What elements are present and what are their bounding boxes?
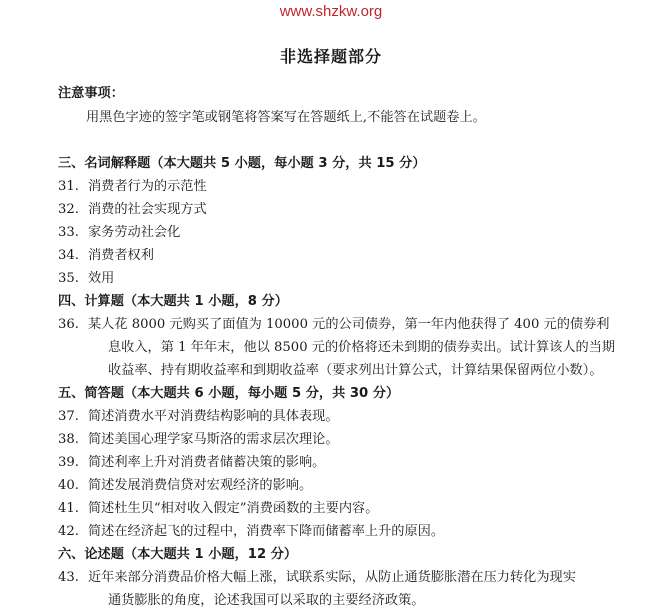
question-text: 家务劳动社会化	[88, 225, 181, 240]
question-number: 33.	[58, 225, 79, 240]
question-43	[58, 566, 576, 585]
question-33	[58, 221, 180, 240]
question-text: 消费者权利	[88, 248, 154, 263]
page-title: 非选择题部分	[279, 47, 382, 66]
question-text: 简述利率上升对消费者储蓄决策的影响。	[88, 455, 326, 470]
notice-text: 用黑色字迹的签字笔或钢笔将答案写在答题纸上,不能答在试题卷上。	[86, 110, 486, 125]
question-text: 近年来部分消费品价格大幅上涨，试联系实际，从防止通货膨胀潜在压力转化为现实	[88, 570, 576, 585]
question-32	[58, 198, 207, 217]
question-43-line-2: 通货膨胀的角度，论述我国可以采取的主要经济政策。	[108, 593, 425, 608]
question-number: 31.	[58, 179, 79, 194]
question-number: 34.	[58, 248, 79, 263]
question-40	[58, 474, 312, 493]
section-heading-5: 五、简答题（本大题共 6 小题，每小题 5 分，共 30 分）	[58, 386, 400, 401]
section-heading-4: 四、计算题（本大题共 1 小题，8 分）	[58, 294, 288, 309]
question-number: 37.	[58, 409, 79, 424]
question-39	[58, 451, 325, 470]
question-text: 效用	[88, 271, 115, 286]
question-text: 简述消费水平对消费结构影响的具体表现。	[88, 409, 339, 424]
question-number: 32.	[58, 202, 79, 217]
question-31	[58, 175, 207, 194]
question-text: 简述杜生贝“相对收入假定”消费函数的主要内容。	[88, 501, 379, 516]
question-text: 简述美国心理学家马斯洛的需求层次理论。	[88, 432, 339, 447]
question-number: 36.	[58, 317, 79, 332]
site-url: www.shzkw.org	[279, 3, 383, 20]
notice-heading: 注意事项：	[58, 86, 124, 101]
question-text: 消费者行为的示范性	[88, 179, 207, 194]
question-number: 39.	[58, 455, 79, 470]
question-42	[58, 520, 444, 539]
question-41	[58, 497, 378, 516]
question-text: 简述发展消费信贷对宏观经济的影响。	[88, 478, 313, 493]
question-37	[58, 405, 339, 424]
question-text: 某人花 8000 元购买了面值为 10000 元的公司债券，第一年内他获得了 400 元的债券利	[88, 317, 610, 332]
question-text: 消费的社会实现方式	[88, 202, 207, 217]
question-number: 35.	[58, 271, 79, 286]
question-text: 简述在经济起飞的过程中，消费率下降而储蓄率上升的原因。	[88, 524, 445, 539]
question-number: 38.	[58, 432, 79, 447]
question-36	[58, 313, 609, 332]
section-heading-3: 三、名词解释题（本大题共 5 小题，每小题 3 分，共 15 分）	[58, 156, 426, 171]
question-number: 41.	[58, 501, 79, 516]
section-heading-6: 六、论述题（本大题共 1 小题，12 分）	[58, 547, 298, 562]
question-number: 43.	[58, 570, 79, 585]
question-38	[58, 428, 339, 447]
question-number: 42.	[58, 524, 79, 539]
question-34	[58, 244, 154, 263]
question-35	[58, 267, 114, 286]
question-36-line-2: 息收入，第 1 年年末，他以 8500 元的价格将还未到期的债券卖出。试计算该人的当期	[108, 340, 616, 355]
question-36-line-3: 收益率、持有期收益率和到期收益率（要求列出计算公式，计算结果保留两位小数）。	[108, 363, 603, 378]
question-number: 40.	[58, 478, 79, 493]
